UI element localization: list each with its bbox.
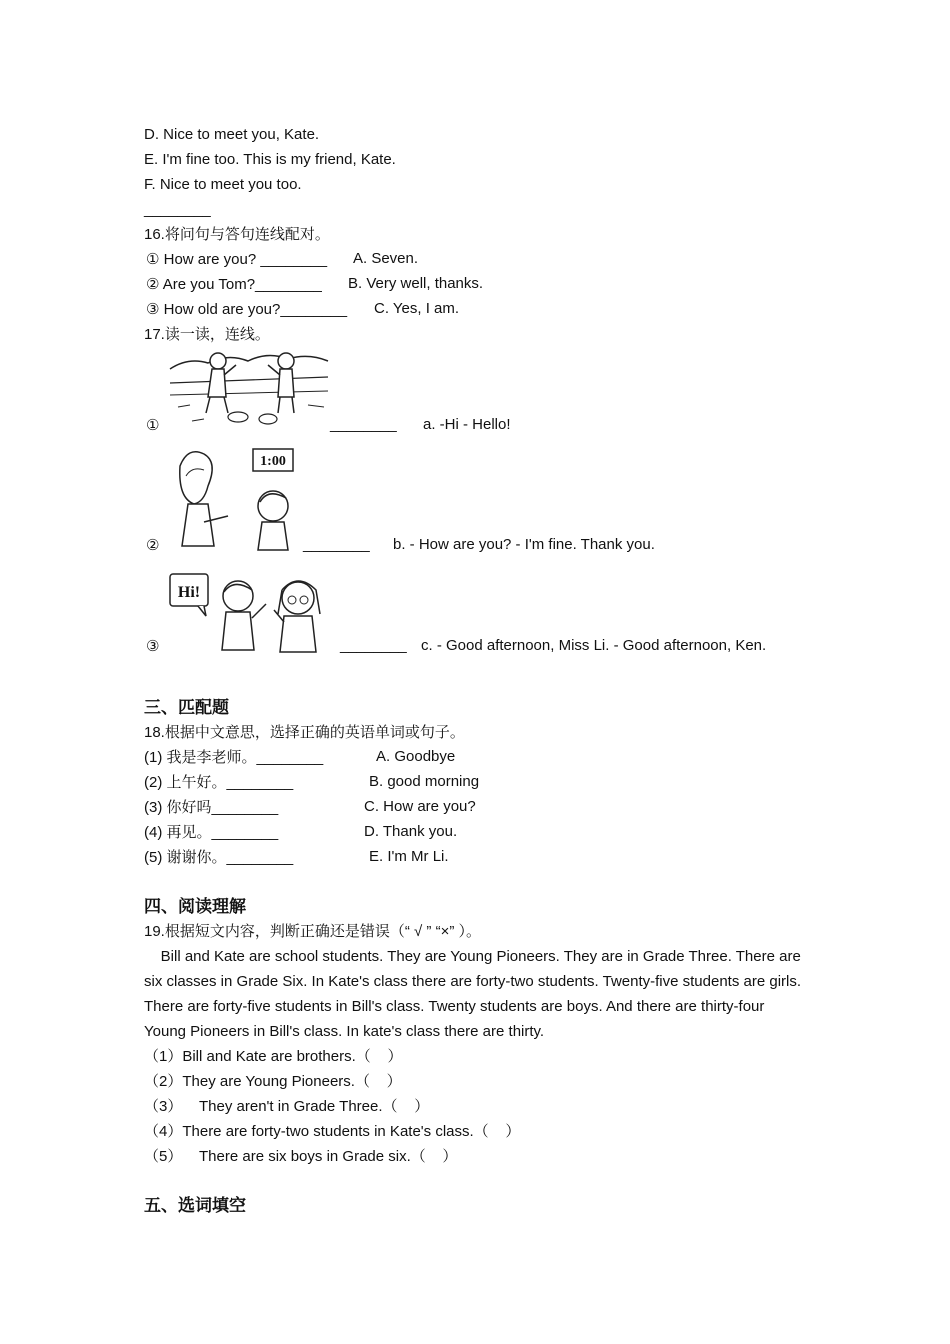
section-heading-fill-in: 五、选词填空 xyxy=(144,1196,246,1216)
q16-answer-a: A. Seven. xyxy=(353,250,419,267)
statement-4: （4）There are forty-two students in Kate's class.（ ） xyxy=(144,1123,521,1140)
q17-blank-1: ________ xyxy=(330,416,397,433)
statement-1: （1）Bill and Kate are brothers.（ ） xyxy=(144,1048,403,1065)
q17-number-1: ① xyxy=(146,417,160,434)
q17-answer-c: c. - Good afternoon, Miss Li. - Good afternoon, Ken. xyxy=(421,637,767,654)
statement-5: （5） There are six boys in Grade six.（ ） xyxy=(144,1148,458,1165)
q16-question-2: ② Are you Tom?________ xyxy=(146,276,322,293)
q18-option-e: E. I'm Mr Li. xyxy=(369,848,449,865)
q18-question-3: (3) 你好吗________ xyxy=(144,799,279,816)
q18-question-2: (2) 上午好。________ xyxy=(144,774,294,791)
q16-question-1: ① How are you? ________ xyxy=(146,251,328,268)
answer-blank: ________ xyxy=(144,201,211,218)
section-heading-reading: 四、阅读理解 xyxy=(144,897,246,917)
q17-number-2: ② xyxy=(146,537,160,554)
statement-3: （3） They aren't in Grade Three.（ ） xyxy=(144,1098,430,1115)
q18-option-c: C. How are you? xyxy=(364,798,476,815)
q16-answer-c: C. Yes, I am. xyxy=(374,300,460,317)
q17-number-3: ③ xyxy=(146,638,160,655)
q18-option-d: D. Thank you. xyxy=(364,823,458,840)
passage-line-4: Young Pioneers in Bill's class. In kate's class there are thirty. xyxy=(144,1023,545,1040)
q18-title: 18.根据中文意思，选择正确的英语单词或句子。 xyxy=(144,724,465,741)
q17-answer-b: b. - How are you? - I'm fine. Thank you. xyxy=(393,536,655,553)
q18-question-4: (4) 再见。________ xyxy=(144,824,279,841)
q17-blank-3: ________ xyxy=(340,637,407,654)
q19-title: 19.根据短文内容，判断正确还是错误（“ √ ” “×” ）。 xyxy=(144,923,481,940)
section-heading-matching: 三、匹配题 xyxy=(144,698,229,718)
q18-question-1: (1) 我是李老师。________ xyxy=(144,749,324,766)
picture-teacher-and-boy-clock xyxy=(168,446,303,552)
option-f: F. Nice to meet you too. xyxy=(144,176,302,193)
passage-line-1: Bill and Kate are school students. They are Young Pioneers. They are in Grade Three. There are xyxy=(144,948,801,965)
picture-kids-saying-hi xyxy=(168,570,340,654)
statement-2: （2）They are Young Pioneers.（ ） xyxy=(144,1073,402,1090)
speech-bubble-text: Hi! xyxy=(177,584,201,601)
picture-kids-greeting-outdoors xyxy=(168,347,330,431)
passage-line-2: six classes in Grade Six. In Kate's class there are forty-two students. Twenty-five students are girls. xyxy=(144,973,802,990)
option-e: E. I'm fine too. This is my friend, Kate. xyxy=(144,151,396,168)
q16-title: 16.将问句与答句连线配对。 xyxy=(144,226,330,243)
q17-answer-a: a. -Hi - Hello! xyxy=(423,416,511,433)
q18-option-b: B. good morning xyxy=(369,773,480,790)
q17-title: 17.读一读，连线。 xyxy=(144,326,270,343)
q16-question-3: ③ How old are you?________ xyxy=(146,301,348,318)
passage-line-3: There are forty-five students in Bill's class. Twenty students are boys. And there are thirty-four xyxy=(144,998,765,1015)
q18-question-5: (5) 谢谢你。________ xyxy=(144,849,294,866)
q16-answer-b: B. Very well, thanks. xyxy=(348,275,484,292)
q17-blank-2: ________ xyxy=(303,536,370,553)
clock-text: 1:00 xyxy=(260,454,286,469)
q18-option-a: A. Goodbye xyxy=(376,748,456,765)
option-d: D. Nice to meet you, Kate. xyxy=(144,126,320,143)
